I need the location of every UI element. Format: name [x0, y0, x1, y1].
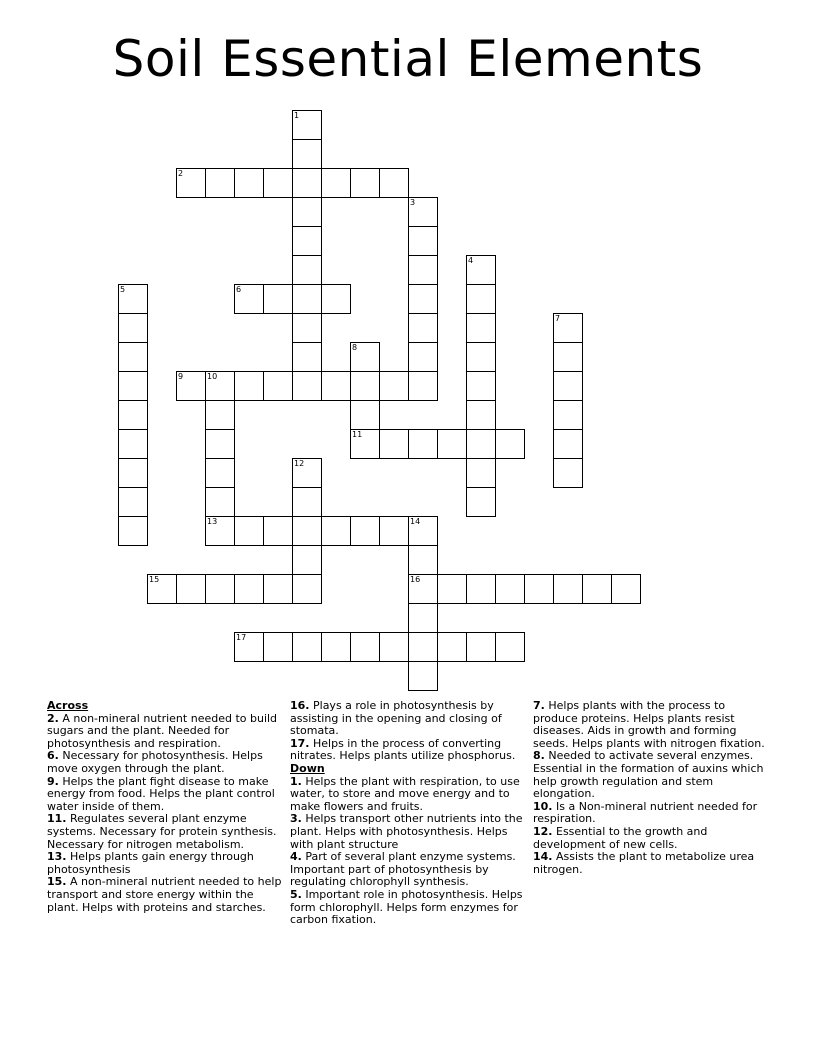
clue-number: 7 — [555, 314, 561, 323]
clue-number: 16 — [410, 575, 421, 584]
grid-cell[interactable] — [118, 313, 148, 343]
grid-cell[interactable] — [205, 458, 235, 488]
clue-across-2: 2. A non-mineral nutrient needed to build sugars and the plant. Needed for photosynthesis and respiration. — [47, 711, 278, 750]
grid-cell[interactable] — [205, 168, 235, 198]
grid-cell[interactable] — [408, 632, 438, 662]
grid-cell[interactable] — [321, 371, 351, 401]
grid-cell[interactable] — [205, 429, 235, 459]
clue-number: 17 — [236, 633, 247, 642]
grid-cell[interactable] — [350, 342, 380, 372]
grid-cell[interactable] — [408, 603, 438, 633]
grid-cell[interactable] — [263, 371, 293, 401]
grid-cell[interactable] — [408, 342, 438, 372]
grid-cell[interactable] — [350, 168, 380, 198]
clue-across-16: 16. Plays a role in photosynthesis by assisting in the opening and closing of stomata. — [290, 699, 502, 738]
grid-cell[interactable] — [292, 458, 322, 488]
grid-cell[interactable] — [118, 284, 148, 314]
grid-cell[interactable] — [292, 255, 322, 285]
grid-cell[interactable] — [350, 400, 380, 430]
grid-cell[interactable] — [205, 487, 235, 517]
grid-cell[interactable] — [263, 168, 293, 198]
clue-number: 15 — [149, 575, 160, 584]
grid-cell[interactable] — [205, 516, 235, 546]
grid-cell[interactable] — [379, 168, 409, 198]
grid-cell[interactable] — [553, 458, 583, 488]
grid-cell[interactable] — [205, 371, 235, 401]
grid-cell[interactable] — [495, 574, 525, 604]
clue-down-14: 14. Assists the plant to metabolize urea nitrogen. — [533, 850, 755, 876]
grid-cell[interactable] — [466, 400, 496, 430]
grid-cell[interactable] — [466, 313, 496, 343]
grid-cell[interactable] — [205, 400, 235, 430]
grid-cell[interactable] — [292, 371, 322, 401]
grid-cell[interactable] — [553, 574, 583, 604]
grid-cell[interactable] — [379, 516, 409, 546]
clue-across-11: 11. Regulates several plant enzyme systems. Necessary for protein synthesis. Necessary for nitrogen metabolism. — [47, 812, 277, 851]
grid-cell[interactable] — [466, 487, 496, 517]
grid-cell[interactable] — [466, 255, 496, 285]
clues-column-2 — [290, 700, 527, 927]
grid-cell[interactable] — [118, 371, 148, 401]
across-heading: Across — [47, 699, 89, 712]
grid-cell[interactable] — [234, 371, 264, 401]
clue-down-7: 7. Helps plants with the process to produce proteins. Helps plants resist diseases. Aids in growth and forming seeds. Helps plants with nitrogen fixation. — [533, 699, 765, 750]
clue-number: 5 — [120, 285, 126, 294]
grid-cell[interactable] — [321, 632, 351, 662]
grid-cell[interactable] — [437, 574, 467, 604]
down-heading: Down — [290, 761, 325, 775]
clue-down-10: 10. Is a Non-mineral nutrient needed for respiration. — [533, 799, 758, 826]
grid-cell[interactable] — [292, 632, 322, 662]
grid-cell[interactable] — [495, 429, 525, 459]
clue-number: 12 — [294, 459, 305, 468]
grid-cell[interactable] — [292, 516, 322, 546]
grid-cell[interactable] — [176, 371, 206, 401]
grid-cell[interactable] — [292, 545, 322, 575]
grid-cell[interactable] — [408, 371, 438, 401]
grid-cell[interactable] — [408, 197, 438, 227]
grid-cell[interactable] — [408, 313, 438, 343]
clue-number: 2 — [178, 169, 184, 178]
grid-cell[interactable] — [118, 458, 148, 488]
clues-column-3 — [533, 700, 769, 876]
grid-cell[interactable] — [437, 429, 467, 459]
grid-cell[interactable] — [553, 371, 583, 401]
grid-cell[interactable] — [118, 429, 148, 459]
grid-cell[interactable] — [350, 429, 380, 459]
grid-cell[interactable] — [321, 516, 351, 546]
grid-cell[interactable] — [466, 284, 496, 314]
clue-number: 14 — [410, 517, 421, 526]
clue-number: 9 — [178, 372, 184, 381]
clue-down-8: 8. Needed to activate several enzymes. Essential in the formation of auxins which help growth regulation and stem elongation. — [533, 749, 764, 801]
grid-cell[interactable] — [292, 487, 322, 517]
grid-cell[interactable] — [553, 342, 583, 372]
clue-number: 10 — [207, 372, 218, 381]
grid-cell[interactable] — [292, 313, 322, 343]
page-title: Soil Essential Elements — [112, 30, 704, 88]
grid-cell[interactable] — [118, 516, 148, 546]
grid-cell[interactable] — [176, 168, 206, 198]
grid-cell[interactable] — [350, 516, 380, 546]
grid-cell[interactable] — [466, 632, 496, 662]
grid-cell[interactable] — [292, 342, 322, 372]
clue-number: 8 — [352, 343, 358, 352]
clues-column-1 — [47, 700, 282, 914]
grid-cell[interactable] — [495, 632, 525, 662]
grid-cell[interactable] — [321, 168, 351, 198]
clue-down-4: 4. Part of several plant enzyme systems. Important part of photosynthesis by regulating chlorophyll synthesis. — [290, 850, 516, 889]
grid-cell[interactable] — [263, 284, 293, 314]
grid-cell[interactable] — [292, 284, 322, 314]
grid-cell[interactable] — [263, 574, 293, 604]
grid-cell[interactable] — [263, 516, 293, 546]
grid-cell[interactable] — [234, 632, 264, 662]
grid-cell[interactable] — [118, 487, 148, 517]
grid-cell[interactable] — [234, 168, 264, 198]
grid-cell[interactable] — [147, 574, 177, 604]
grid-cell[interactable] — [118, 400, 148, 430]
clue-number: 3 — [410, 198, 416, 207]
grid-cell[interactable] — [263, 632, 293, 662]
grid-cell[interactable] — [466, 458, 496, 488]
grid-cell[interactable] — [118, 342, 148, 372]
grid-cell[interactable] — [234, 574, 264, 604]
grid-cell[interactable] — [437, 632, 467, 662]
grid-cell[interactable] — [466, 429, 496, 459]
grid-cell[interactable] — [408, 516, 438, 546]
grid-cell[interactable] — [292, 139, 322, 169]
clue-number: 4 — [468, 256, 474, 265]
clue-down-12: 12. Essential to the growth and development of new cells. — [533, 824, 708, 851]
grid-cell[interactable] — [292, 574, 322, 604]
grid-cell[interactable] — [553, 400, 583, 430]
clue-across-17: 17. Helps in the process of converting nitrates. Helps plants utilize phosphorus. — [290, 736, 516, 763]
grid-cell[interactable] — [350, 371, 380, 401]
clue-number: 6 — [236, 285, 242, 294]
grid-cell[interactable] — [408, 429, 438, 459]
grid-cell[interactable] — [205, 574, 235, 604]
grid-cell[interactable] — [408, 545, 438, 575]
clue-across-6: 6. Necessary for photosynthesis. Helps move oxygen through the plant. — [47, 749, 263, 775]
grid-cell[interactable] — [234, 284, 264, 314]
grid-cell[interactable] — [292, 226, 322, 256]
grid-cell[interactable] — [234, 516, 264, 546]
grid-cell[interactable] — [350, 632, 380, 662]
grid-cell[interactable] — [379, 429, 409, 459]
clue-down-1: 1. Helps the plant with respiration, to use water, to store and move energy and to make flowers and fruits. — [290, 774, 520, 813]
grid-cell[interactable] — [611, 574, 641, 604]
grid-cell[interactable] — [292, 110, 322, 140]
grid-cell[interactable] — [466, 371, 496, 401]
grid-cell[interactable] — [553, 429, 583, 459]
grid-cell[interactable] — [524, 574, 554, 604]
grid-cell[interactable] — [408, 255, 438, 285]
grid-cell[interactable] — [553, 313, 583, 343]
grid-cell[interactable] — [292, 168, 322, 198]
clue-across-15: 15. A non-mineral nutrient needed to help transport and store energy within the plant. Helps with proteins and starches. — [47, 875, 282, 914]
grid-cell[interactable] — [176, 574, 206, 604]
grid-cell[interactable] — [379, 371, 409, 401]
clue-down-3: 3. Helps transport other nutrients into the plant. Helps with photosynthesis. Helps with plant structure — [290, 812, 523, 851]
clue-across-13: 13. Helps plants gain energy through photosynthesis — [47, 850, 254, 876]
grid-cell[interactable] — [466, 574, 496, 604]
grid-cell[interactable] — [321, 284, 351, 314]
grid-cell[interactable] — [582, 574, 612, 604]
clue-across-9: 9. Helps the plant fight disease to make energy from food. Helps the plant control water inside of them. — [47, 774, 275, 813]
grid-cell[interactable] — [379, 632, 409, 662]
grid-cell[interactable] — [466, 342, 496, 372]
grid-cell[interactable] — [408, 574, 438, 604]
clue-down-5: 5. Important role in photosynthesis. Helps form chlorophyll. Helps form enzymes for carbon fixation. — [290, 887, 523, 927]
clue-number: 13 — [207, 517, 218, 526]
grid-cell[interactable] — [292, 197, 322, 227]
grid-cell[interactable] — [408, 226, 438, 256]
clue-number: 1 — [294, 111, 300, 120]
clue-number: 11 — [352, 430, 363, 439]
grid-cell[interactable] — [408, 284, 438, 314]
grid-cell[interactable] — [408, 661, 438, 691]
